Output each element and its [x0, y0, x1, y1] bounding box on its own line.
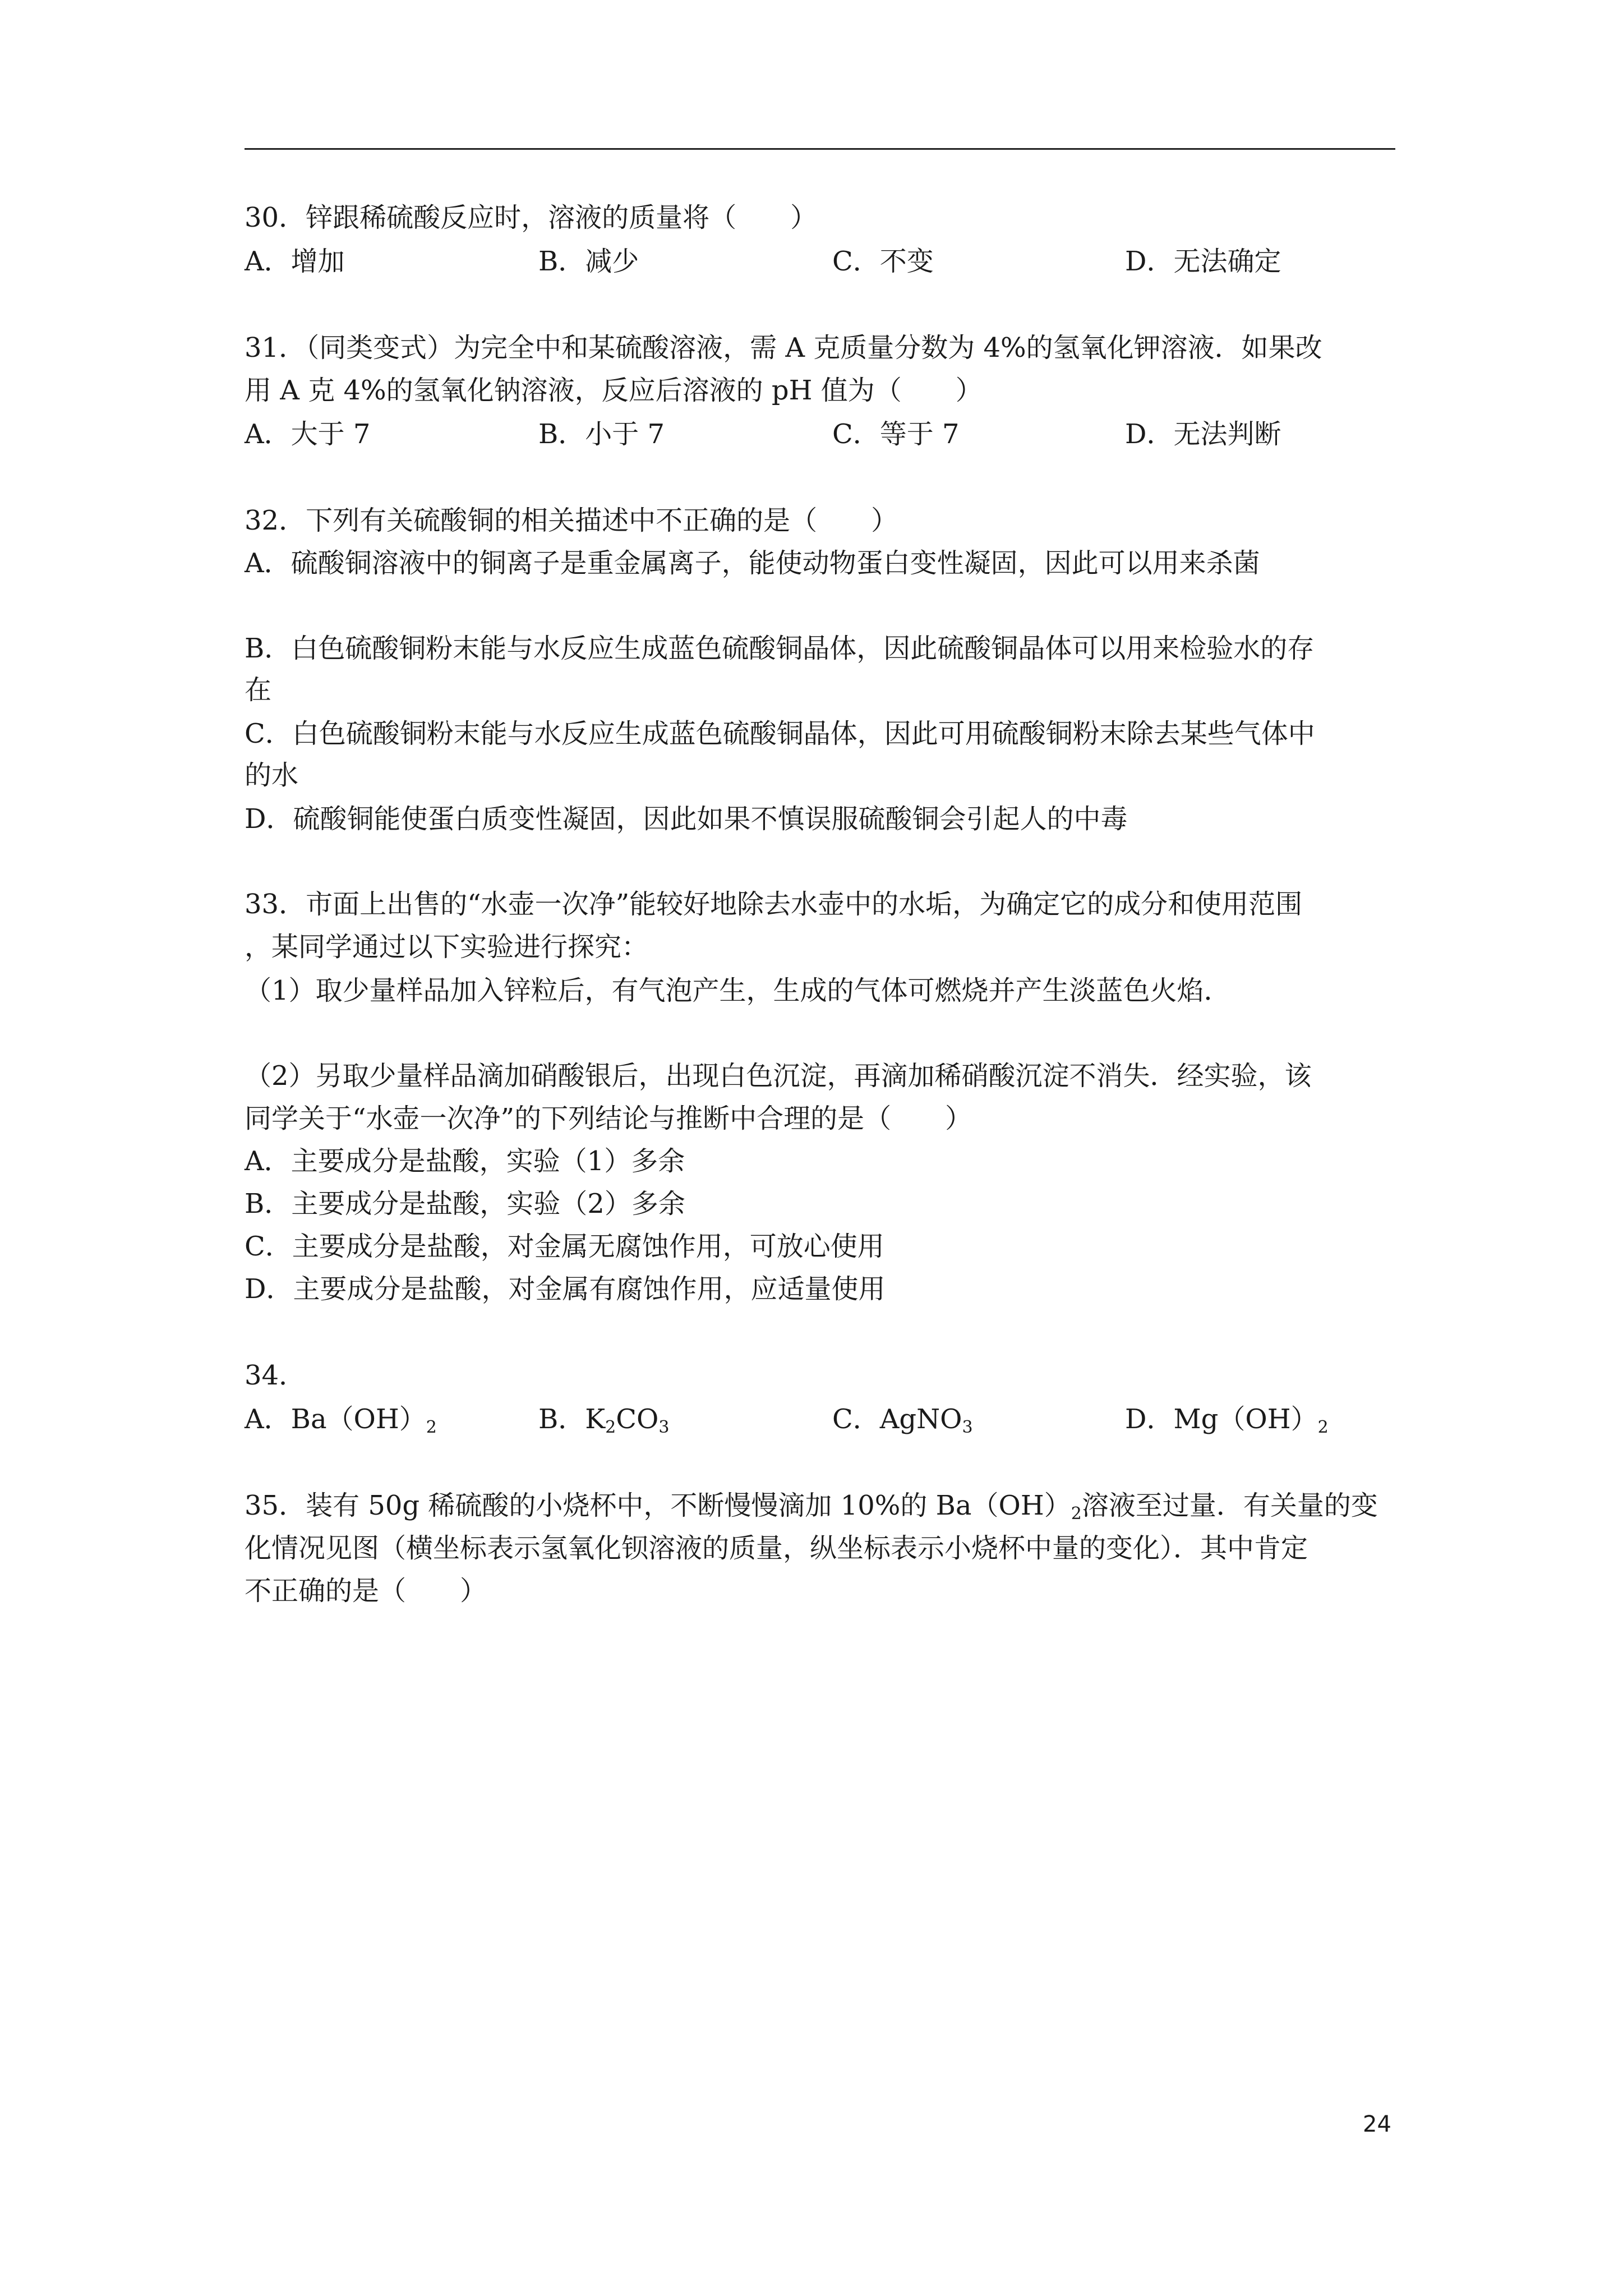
- q31-option-b: B．小于 7: [538, 418, 665, 450]
- q30-option-a: A．增加: [245, 246, 345, 277]
- q32-stem: 32．下列有关硫酸铜的相关描述中不正确的是（ ）: [245, 505, 898, 536]
- q33-experiment-1: （1）取少量样品加入锌粒后，有气泡产生，生成的气体可燃烧并产生淡蓝色火焰．: [245, 975, 1231, 1006]
- q33-option-c: C．主要成分是盐酸，对金属无腐蚀作用，可放心使用: [245, 1231, 884, 1262]
- q31-option-c: C．等于 7: [832, 418, 960, 450]
- q34-stem: 34．: [245, 1360, 306, 1391]
- q31-stem-line1: 31．（同类变式）为完全中和某硫酸溶液，需 A 克质量分数为 4%的氢氧化钾溶液．如果改: [245, 332, 1322, 364]
- q33-option-b: B．主要成分是盐酸，实验（2）多余: [245, 1188, 685, 1220]
- q33-experiment-2-line1: （2）另取少量样品滴加硝酸银后，出现白色沉淀，再滴加稀硝酸沉淀不消失．经实验，该: [245, 1060, 1312, 1092]
- q30-option-d: D．无法确定: [1125, 246, 1281, 277]
- q34-option-c: C．AgNO$_3$: [832, 1404, 973, 1437]
- q33-option-a: A．主要成分是盐酸，实验（1）多余: [245, 1145, 685, 1177]
- q30-option-c: C．不变: [832, 246, 934, 277]
- q32-option-a: A．硫酸铜溶液中的铜离子是重金属离子，能使动物蛋白变性凝固，因此可以用来杀菌: [245, 547, 1260, 579]
- q34-option-b: B．$K_2CO_3$: [538, 1404, 670, 1437]
- q34-option-a: A．$Ba(OH)_2$: [245, 1404, 437, 1437]
- q35-stem-line3: 不正确的是（ ）: [245, 1575, 487, 1607]
- q31-option-a: A．大于 7: [245, 418, 371, 450]
- q32-option-b-line1: B．白色硫酸铜粉末能与水反应生成蓝色硫酸铜晶体，因此硫酸铜晶体可以用来检验水的存: [245, 633, 1315, 664]
- q35-stem-line2: 化情况见图（横坐标表示氢氧化钡溶液的质量，纵坐标表示小烧杯中量的变化）．其中肯定: [245, 1533, 1308, 1564]
- q33-stem-line2: ，某同学通过以下实验进行探究：: [245, 931, 649, 963]
- q31-option-d: D．无法判断: [1125, 418, 1281, 450]
- q32-option-d: D．硫酸铜能使蛋白质变性凝固，因此如果不慎误服硫酸铜会引起人的中毒: [245, 803, 1128, 835]
- q33-experiment-2-line2: 同学关于“水壶一次净”的下列结论与推断中合理的是（ ）: [245, 1103, 972, 1134]
- q32-option-c-line2: 的水: [245, 760, 299, 791]
- q30-stem: 30．锌跟稀硫酸反应时，溶液的质量将（ ）: [245, 202, 818, 233]
- q32-option-c-line1: C．白色硫酸铜粉末能与水反应生成蓝色硫酸铜晶体，因此可用硫酸铜粉末除去某些气体中: [245, 718, 1315, 749]
- q32-option-b-line2: 在: [245, 674, 272, 706]
- q35-stem-line1: 35．装有 50g 稀硫酸的小烧杯中，不断慢慢滴加 10%的 $Ba(OH)_2$溶液至过量．有关量的变: [245, 1490, 1378, 1524]
- q33-stem-line1: 33．市面上出售的“水壶一次净”能较好地除去水壶中的水垢，为确定它的成分和使用范围: [245, 889, 1303, 920]
- q33-option-d: D．主要成分是盐酸，对金属有腐蚀作用，应适量使用: [245, 1273, 886, 1305]
- q31-stem-line2: 用 A 克 4%的氢氧化钠溶液，反应后溶液的 pH 值为（ ）: [245, 375, 983, 406]
- header-rule: [245, 148, 1395, 150]
- page-number: 24: [1363, 2111, 1391, 2137]
- q34-option-d: D．$Mg(OH)_2$: [1125, 1404, 1329, 1437]
- q30-option-b: B．减少: [538, 246, 639, 277]
